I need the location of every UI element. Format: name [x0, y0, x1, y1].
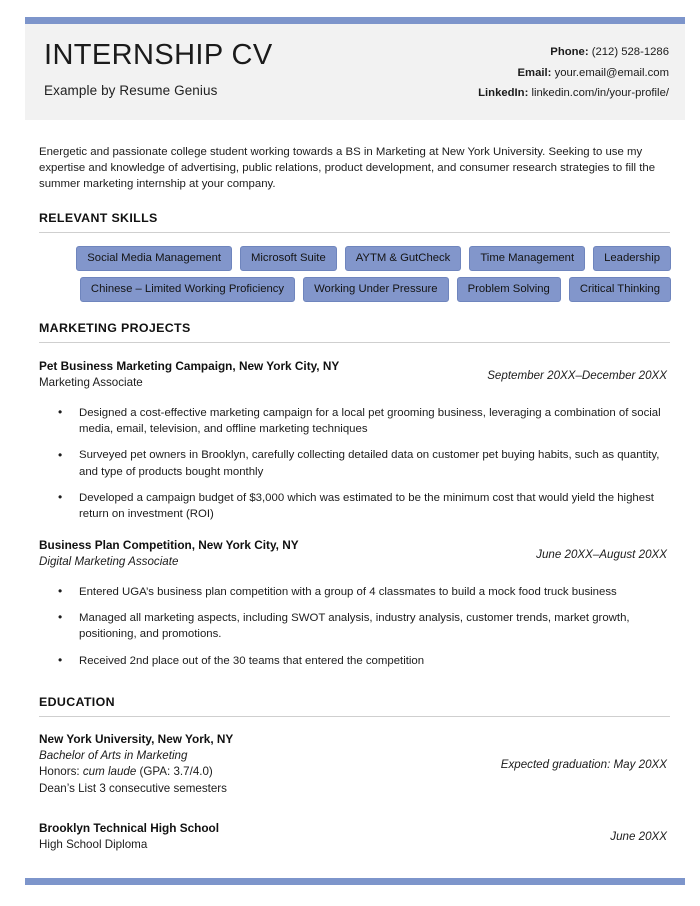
skill-pill: Chinese – Limited Working Proficiency — [80, 277, 295, 302]
section-heading-education: EDUCATION — [39, 694, 115, 709]
project-role: Marketing Associate — [39, 376, 143, 390]
skill-pill: Microsoft Suite — [240, 246, 337, 271]
resume-body — [12, 144, 688, 854]
page-title: INTERNSHIP CV — [44, 39, 273, 71]
project-entry — [39, 358, 673, 522]
contact-linkedin-value[interactable]: linkedin.com/in/your-profile/ — [531, 87, 669, 100]
education-date: June 20XX — [610, 830, 667, 844]
skill-row — [39, 277, 671, 302]
section-divider-skills — [39, 232, 670, 233]
project-entry-header — [39, 537, 673, 570]
education-honors-latin: cum laude — [82, 765, 137, 779]
top-accent-bar — [25, 17, 685, 24]
skill-pill: Leadership — [593, 246, 671, 271]
project-entry — [39, 537, 673, 668]
education-entry-details — [39, 820, 219, 854]
project-bullet-list — [39, 405, 673, 523]
project-date: September 20XX–December 20XX — [487, 368, 667, 382]
contact-email-label: Email: — [517, 66, 552, 79]
list-item: • Managed all marketing aspects, including SWOT analysis, industry analysis, customer trends, market growth, positioning, and promotions. — [39, 610, 663, 643]
project-entry-headline — [39, 358, 339, 391]
resume-sheet — [12, 8, 688, 898]
project-date: June 20XX–August 20XX — [536, 547, 667, 561]
list-item: • Developed a campaign budget of $3,000 which was estimated to be the minimum cost that would yield the highest return on investment (ROI) — [39, 490, 663, 523]
header-identity — [44, 38, 273, 98]
skill-pill: Working Under Pressure — [303, 277, 448, 302]
education-school: Brooklyn Technical High School — [39, 820, 220, 835]
project-entry-header — [39, 358, 673, 391]
skill-pill: Problem Solving — [457, 277, 561, 302]
contact-phone-label: Phone: — [550, 46, 589, 58]
professional-summary: Energetic and passionate college student working towards a BS in Marketing at New York University. Seeking to use my expertise and knowledge of advertising, public relations, product development, and consumer research strategies to fill the summer marketing internship at your company. — [39, 145, 656, 191]
section-heading-projects: MARKETING PROJECTS — [39, 321, 191, 336]
contact-linkedin — [478, 83, 669, 104]
education-school: New York University, New York, NY — [39, 731, 234, 746]
project-bullet-list — [39, 584, 673, 669]
skill-pill: Social Media Management — [76, 246, 232, 271]
contact-phone-value: (212) 528-1286 — [591, 46, 669, 58]
project-title: Pet Business Marketing Campaign, New York City, NY — [39, 359, 340, 374]
education-extra: Dean’s List 3 consecutive semesters — [39, 782, 227, 796]
contact-email — [478, 63, 669, 84]
contact-linkedin-label: LinkedIn: — [478, 87, 529, 100]
section-divider-projects — [39, 342, 670, 343]
section-heading-skills: RELEVANT SKILLS — [39, 211, 158, 226]
education-entry-details — [39, 731, 233, 798]
education-degree: High School Diploma — [39, 837, 148, 851]
list-item: • Received 2nd place out of the 30 teams that entered the competition — [39, 653, 663, 669]
section-divider-education — [39, 716, 670, 717]
skill-row — [39, 246, 671, 271]
education-entry — [39, 731, 673, 798]
contact-phone — [478, 42, 669, 63]
page-subtitle: Example by Resume Genius — [44, 83, 218, 99]
skills-list — [39, 246, 671, 302]
bottom-accent-bar — [25, 878, 685, 885]
list-item: • Designed a cost-effective marketing campaign for a local pet grooming business, leveraging a combination of social media, email, television, and offline marketing techniques — [39, 405, 663, 438]
list-item: • Surveyed pet owners in Brooklyn, carefully collecting detailed data on customer pet buying habits, such as quantity, and type of products bought monthly — [39, 447, 663, 480]
resume-header — [25, 24, 685, 120]
skill-pill: AYTM & GutCheck — [345, 246, 462, 271]
education-honors-gpa: (GPA: 3.7/4.0) — [136, 765, 213, 779]
education-date: Expected graduation: May 20XX — [500, 757, 667, 771]
project-entry-headline — [39, 537, 299, 570]
education-degree: Bachelor of Arts in Marketing — [39, 748, 188, 762]
education-honors — [39, 764, 233, 781]
education-honors-prefix: Honors: — [39, 765, 83, 779]
skill-pill: Critical Thinking — [569, 277, 671, 302]
contact-email-value[interactable]: your.email@email.com — [554, 66, 669, 79]
project-role: Digital Marketing Associate — [39, 555, 179, 569]
education-section — [39, 695, 673, 854]
contact-block — [478, 38, 669, 104]
skill-pill: Time Management — [469, 246, 585, 271]
list-item: • Entered UGA’s business plan competition with a group of 4 classmates to build a mock food truck business — [39, 584, 663, 600]
education-entry — [39, 820, 673, 854]
project-title: Business Plan Competition, New York City, NY — [39, 538, 299, 553]
